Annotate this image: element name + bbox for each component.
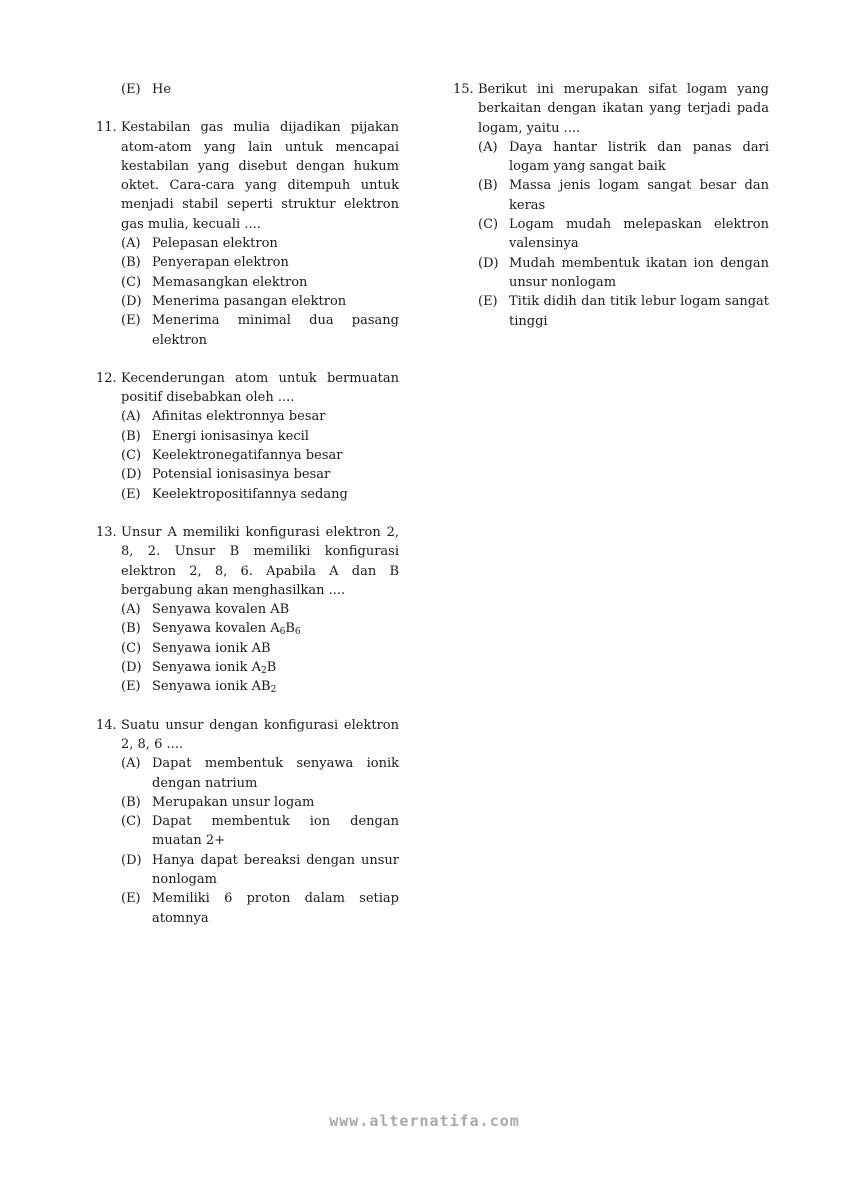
option-text	[509, 176, 769, 215]
option-text	[509, 138, 769, 177]
question-number: 15.	[453, 82, 474, 97]
option-text-main: Memasangkan elektron	[152, 274, 308, 290]
option-text	[509, 254, 769, 293]
option-text	[509, 215, 769, 254]
answer-option	[121, 485, 399, 504]
answer-option	[478, 292, 769, 331]
option-label: (C)	[478, 217, 499, 233]
answer-option	[121, 812, 399, 851]
answer-option	[121, 446, 399, 465]
option-text	[152, 407, 399, 426]
question	[96, 118, 399, 350]
option-label: (E)	[121, 891, 141, 907]
option-text-main: Penyerapan elektron	[152, 255, 289, 271]
question-stem	[96, 716, 399, 755]
option-text-main: Keelektropositifannya sedang	[152, 486, 348, 502]
question-text: Kestabilan gas mulia dijadikan pijakan atom-atom yang lain untuk mencapai kestabilan yang disebut dengan hukum oktet. Cara-cara yang ditempuh untuk menjadi stabil seperti struktur elektron gas mulia, kecuali ....	[121, 120, 399, 232]
option-text	[152, 639, 399, 658]
question-stem	[453, 80, 769, 138]
option-text-main: Senyawa ionik	[152, 660, 252, 676]
answer-option	[478, 254, 769, 293]
option-text	[152, 234, 399, 253]
option-text-main: Senyawa ionik AB	[152, 640, 271, 656]
option-text-main: Hanya dapat bereaksi dengan unsur nonlogam	[152, 852, 399, 887]
option-text-main: Titik didih dan titik lebur logam sangat tinggi	[509, 294, 769, 329]
option-label: (A)	[121, 409, 141, 425]
option-text	[152, 465, 399, 484]
option-text-main: Menerima pasangan elektron	[152, 293, 347, 309]
formula-symbol: B	[285, 621, 295, 637]
option-list	[96, 407, 399, 503]
option-label: (E)	[478, 294, 498, 310]
option-text-main: Merupakan unsur logam	[152, 794, 315, 810]
option-text-main: Logam mudah melepaskan elektron valensinya	[509, 217, 769, 252]
option-text-main: Afinitas elektronnya besar	[152, 409, 326, 425]
question-text: Unsur A memiliki konfigurasi elektron 2, 8, 2. Unsur B memiliki konfigurasi elektron 2, 8, 6. Apabila A dan B bergabung akan menghasilkan ....	[121, 524, 399, 598]
answer-option	[121, 407, 399, 426]
option-text	[152, 427, 399, 446]
question	[96, 369, 399, 504]
question-stem	[96, 523, 399, 600]
option-text-main: Mudah membentuk ikatan ion dengan unsur nonlogam	[509, 255, 769, 290]
question-text: Suatu unsur dengan konfigurasi elektron 2, 8, 6 ....	[121, 717, 399, 752]
answer-option	[121, 273, 399, 292]
formula-symbol: B	[266, 660, 277, 676]
option-label: (A)	[121, 602, 141, 618]
option-label: (B)	[121, 428, 141, 444]
question-number: 12.	[96, 370, 117, 386]
option-label: (B)	[121, 255, 141, 271]
option-text	[152, 812, 399, 851]
option-label: (C)	[121, 274, 142, 290]
answer-option	[121, 427, 399, 446]
option-text	[152, 311, 399, 350]
question-text: Berikut ini merupakan sifat logam yang berkaitan dengan ikatan yang terjadi pada logam, yaitu ....	[478, 82, 769, 136]
answer-option	[478, 176, 769, 215]
question-10-option-e	[96, 80, 399, 99]
question-number: 13.	[96, 524, 117, 540]
question-number: 14.	[96, 717, 117, 733]
option-text	[152, 446, 399, 465]
answer-option	[121, 889, 399, 928]
option-label: (E)	[121, 313, 141, 329]
answer-option	[121, 253, 399, 272]
option-text	[152, 619, 399, 638]
formula-subscript: 2	[261, 666, 267, 677]
answer-option	[121, 234, 399, 253]
option-text: He	[152, 82, 172, 97]
option-text	[152, 600, 399, 619]
answer-option	[121, 677, 399, 696]
formula-symbol: A	[251, 660, 261, 676]
option-text-main: Daya hantar listrik dan panas dari logam yang sangat baik	[509, 139, 769, 175]
option-text-main: Memiliki 6 proton dalam setiap atomnya	[152, 891, 399, 926]
question-text: Kecenderungan atom untuk bermuatan positif disebabkan oleh ....	[121, 370, 399, 406]
answer-option	[121, 465, 399, 484]
answer-option	[121, 311, 399, 350]
right-column	[453, 80, 769, 350]
option-label: (A)	[121, 756, 141, 772]
option-label: (B)	[478, 178, 498, 194]
question-stem	[96, 118, 399, 234]
option-label: (D)	[478, 255, 499, 271]
option-text-main: Keelektronegatifannya besar	[152, 448, 343, 464]
option-text	[152, 658, 399, 677]
question-stem	[96, 369, 399, 408]
option-list	[96, 754, 399, 928]
option-text-main: Potensial ionisasinya besar	[152, 467, 331, 483]
formula-subscript: 2	[270, 685, 277, 696]
question-list	[453, 80, 769, 331]
option-list	[453, 138, 769, 331]
option-text-main: Massa jenis logam sangat besar dan keras	[509, 178, 769, 213]
option-label: (D)	[121, 293, 142, 309]
option-text-main: Pelepasan elektron	[152, 236, 278, 252]
formula-symbol: AB	[251, 679, 271, 695]
option-list	[96, 234, 399, 350]
option-text	[152, 754, 399, 793]
option-label: (D)	[121, 467, 142, 483]
option-label: (E)	[121, 82, 141, 97]
answer-option	[121, 600, 399, 619]
option-list	[96, 600, 399, 696]
answer-option	[121, 639, 399, 658]
answer-option	[478, 138, 769, 177]
option-text-main: Senyawa ionik	[152, 679, 252, 695]
option-label: (A)	[478, 139, 498, 155]
option-label: (B)	[121, 794, 141, 810]
option-text	[152, 793, 399, 812]
option-text	[152, 851, 399, 890]
question-number: 11.	[96, 120, 117, 136]
option-label: (D)	[121, 660, 142, 676]
option-label: (C)	[121, 640, 142, 656]
option-text-main: Dapat membentuk senyawa ionik dengan natrium	[152, 756, 399, 791]
answer-option	[121, 292, 399, 311]
option-text	[152, 485, 399, 504]
option-text	[152, 253, 399, 272]
answer-option	[121, 851, 399, 890]
option-text-main: Menerima minimal dua pasang elektron	[152, 313, 399, 348]
question-list	[96, 118, 399, 928]
option-text-main: Senyawa kovalen AB	[152, 602, 290, 618]
formula-symbol: A	[270, 621, 280, 637]
formula-subscript: 6	[279, 627, 286, 638]
answer-option	[121, 658, 399, 677]
answer-option	[121, 619, 399, 638]
answer-option	[121, 754, 399, 793]
option-text-main: Dapat membentuk ion dengan muatan 2+	[152, 814, 399, 849]
option-label: (A)	[121, 236, 141, 252]
option-label: (D)	[121, 852, 142, 868]
option-label: (B)	[121, 621, 141, 637]
question	[453, 80, 769, 331]
watermark: www.alternatifa.com	[329, 1112, 520, 1130]
option-text-main: Energi ionisasinya kecil	[152, 428, 309, 444]
option-text	[509, 292, 769, 331]
answer-option	[478, 215, 769, 254]
option-text	[152, 273, 399, 292]
option-label: (E)	[121, 679, 141, 695]
option-text	[152, 677, 399, 696]
option-text	[152, 292, 399, 311]
option-text-main: Senyawa kovalen	[152, 621, 271, 637]
option-text	[152, 889, 399, 928]
formula-subscript: 6	[294, 627, 301, 638]
option-label: (E)	[121, 486, 141, 502]
question	[96, 716, 399, 928]
answer-option	[121, 793, 399, 812]
left-column	[96, 80, 399, 947]
option-label: (C)	[121, 448, 142, 464]
question	[96, 523, 399, 697]
option-label: (C)	[121, 814, 142, 830]
